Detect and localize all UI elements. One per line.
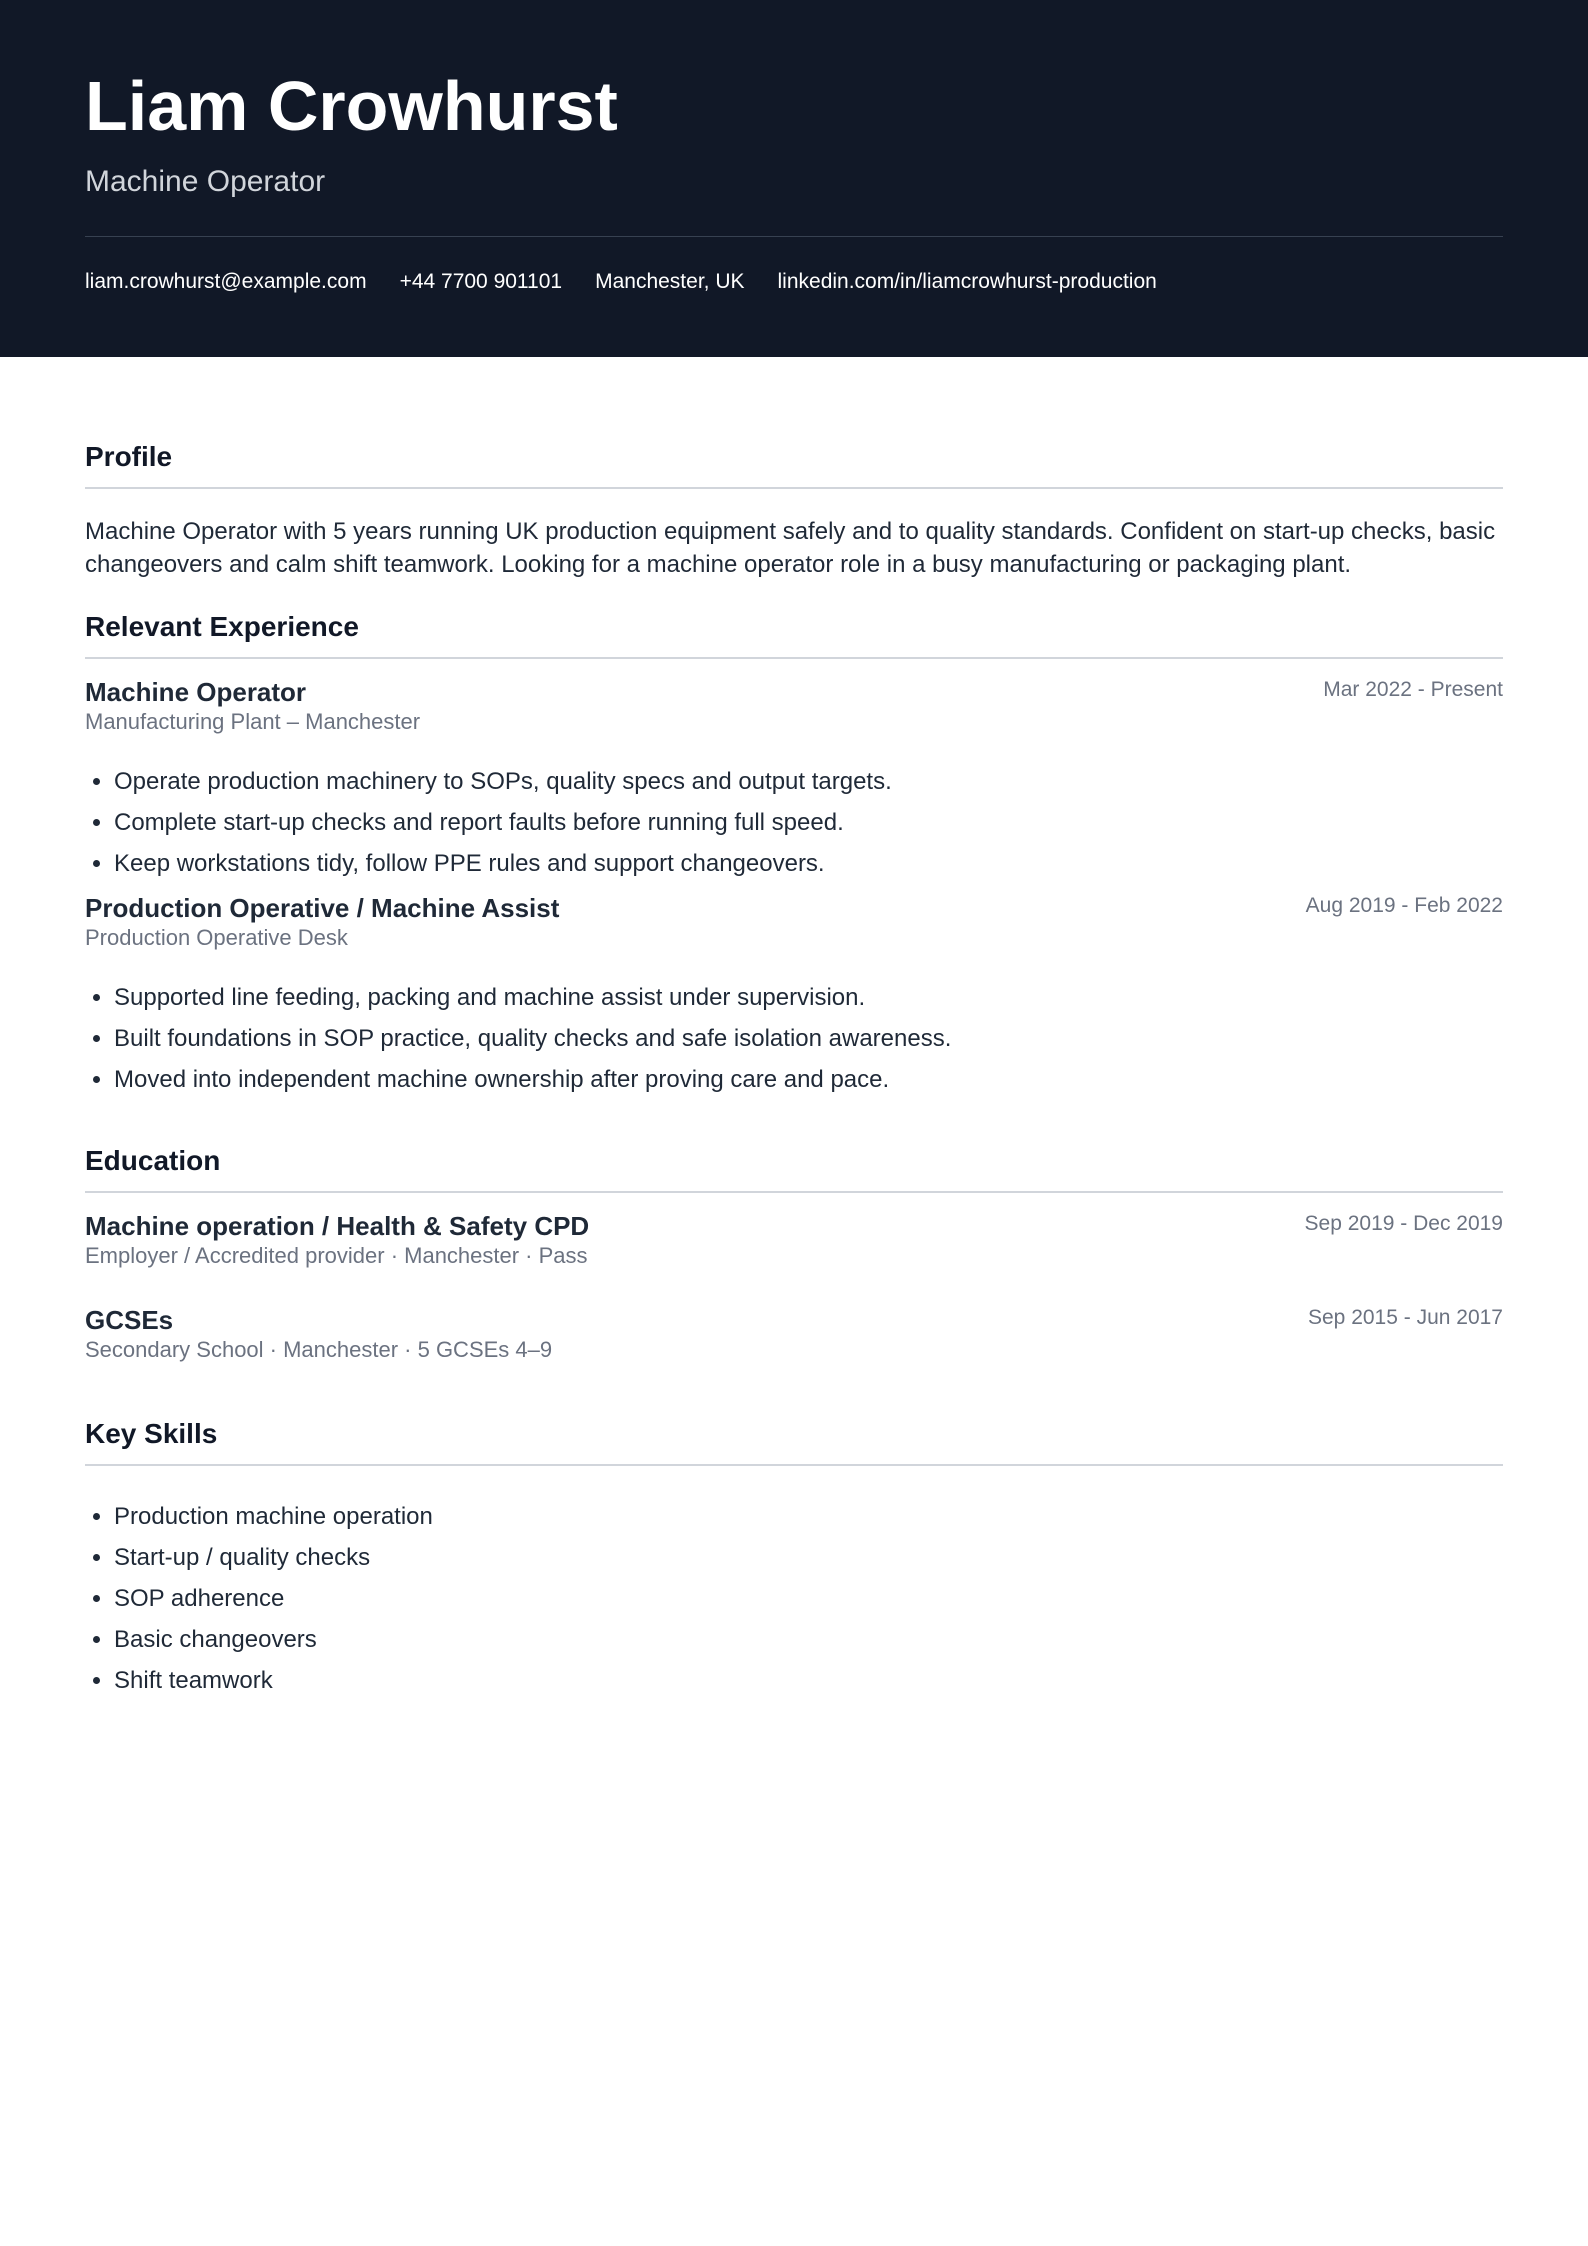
job-bullet: • Built foundations in SOP practice, quality checks and safe isolation awareness. bbox=[114, 1018, 1503, 1059]
section-divider bbox=[85, 1191, 1503, 1193]
education-entry bbox=[85, 1304, 1503, 1364]
skills-list bbox=[85, 1496, 1503, 1701]
education-title: GCSEs bbox=[85, 1305, 174, 1335]
job-title: Machine Operator bbox=[85, 677, 307, 707]
job-entry bbox=[85, 892, 1503, 1100]
contact-linkedin[interactable]: linkedin.com/in/liamcrowhurst-production bbox=[777, 270, 1157, 293]
contact-bar bbox=[85, 268, 1503, 296]
experience-heading: Relevant Experience bbox=[85, 611, 359, 642]
resume-body bbox=[0, 440, 1588, 1701]
job-bullet: • Keep workstations tidy, follow PPE rules and support changeovers. bbox=[114, 843, 1503, 884]
job-entry bbox=[85, 676, 1503, 884]
profile-heading: Profile bbox=[85, 441, 173, 472]
education-section bbox=[85, 1144, 1503, 1364]
skills-section bbox=[85, 1417, 1503, 1701]
candidate-name: Liam Crowhurst bbox=[85, 67, 618, 145]
skill-item: • SOP adherence bbox=[114, 1578, 1503, 1619]
header-divider bbox=[85, 236, 1503, 237]
education-details: Employer / Accredited provider · Manchester · Pass bbox=[85, 1243, 588, 1268]
contact-email[interactable]: liam.crowhurst@example.com bbox=[85, 270, 367, 293]
skill-item: • Basic changeovers bbox=[114, 1619, 1503, 1660]
resume-header bbox=[0, 0, 1588, 357]
profile-section bbox=[85, 440, 1503, 581]
contact-location: Manchester, UK bbox=[595, 270, 745, 293]
education-header bbox=[85, 1210, 1503, 1242]
job-dates: Mar 2022 - Present bbox=[1323, 678, 1503, 701]
candidate-role: Machine Operator bbox=[85, 165, 326, 198]
job-title: Production Operative / Machine Assist bbox=[85, 893, 560, 923]
job-bullet: • Moved into independent machine ownership after proving care and pace. bbox=[114, 1059, 1503, 1100]
profile-summary: Machine Operator with 5 years running UK production equipment safely and to quality standards. Confident on start-up checks, basic changeovers and calm shift teamwork. Looking for a machine operator role in a busy manufacturing or packaging plant. bbox=[85, 518, 1496, 578]
job-header bbox=[85, 892, 1503, 924]
job-bullet: • Operate production machinery to SOPs, quality specs and output targets. bbox=[114, 761, 1503, 802]
education-entry bbox=[85, 1210, 1503, 1270]
job-dates: Aug 2019 - Feb 2022 bbox=[1305, 894, 1503, 917]
job-employer: Manufacturing Plant – Manchester bbox=[85, 709, 421, 734]
education-title: Machine operation / Health & Safety CPD bbox=[85, 1211, 590, 1241]
job-bullets bbox=[85, 977, 1503, 1100]
education-dates: Sep 2019 - Dec 2019 bbox=[1304, 1212, 1503, 1235]
section-divider bbox=[85, 657, 1503, 659]
education-heading: Education bbox=[85, 1145, 221, 1176]
section-divider bbox=[85, 487, 1503, 489]
skill-item: • Start-up / quality checks bbox=[114, 1537, 1503, 1578]
job-header bbox=[85, 676, 1503, 708]
education-details: Secondary School · Manchester · 5 GCSEs 4–9 bbox=[85, 1337, 553, 1362]
education-dates: Sep 2015 - Jun 2017 bbox=[1308, 1306, 1503, 1329]
skill-item: • Shift teamwork bbox=[114, 1660, 1503, 1701]
contact-phone[interactable]: +44 7700 901101 bbox=[399, 270, 563, 293]
skill-item: • Production machine operation bbox=[114, 1496, 1503, 1537]
job-employer: Production Operative Desk bbox=[85, 925, 348, 950]
job-bullet: • Complete start-up checks and report faults before running full speed. bbox=[114, 802, 1503, 843]
job-bullets bbox=[85, 761, 1503, 884]
job-bullet: • Supported line feeding, packing and machine assist under supervision. bbox=[114, 977, 1503, 1018]
section-divider bbox=[85, 1464, 1503, 1466]
education-header bbox=[85, 1304, 1503, 1336]
skills-heading: Key Skills bbox=[85, 1418, 218, 1449]
experience-section bbox=[85, 610, 1503, 1100]
